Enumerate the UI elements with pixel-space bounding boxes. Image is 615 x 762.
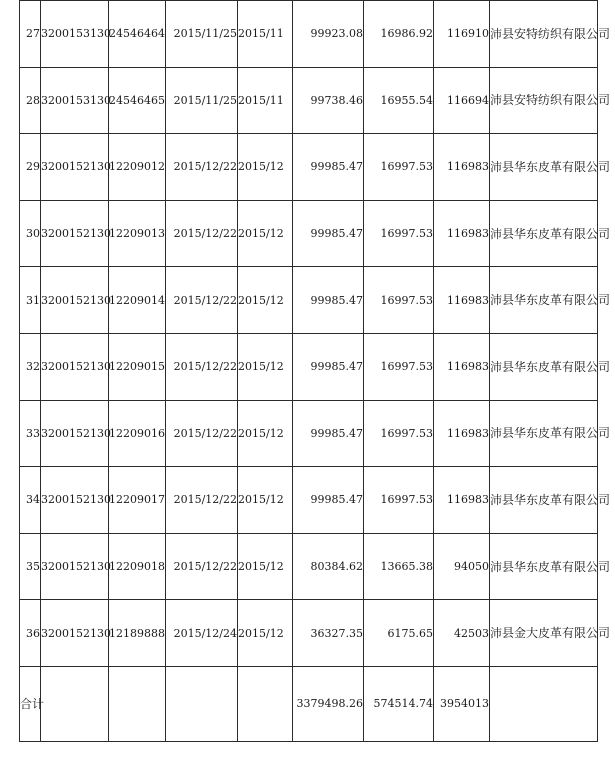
tax-amount: 16986.92	[364, 1, 434, 68]
invoice-code: 3200152130	[41, 134, 109, 201]
empty-cell	[109, 666, 166, 741]
invoice-date: 2015/12/22	[166, 333, 238, 400]
invoice-number: 12209016	[109, 400, 166, 467]
amount: 99985.47	[293, 200, 364, 267]
tax-amount: 16997.53	[364, 400, 434, 467]
tax-amount: 16997.53	[364, 467, 434, 534]
table-row	[20, 200, 598, 267]
total-amount: 94050	[434, 533, 490, 600]
tax-amount: 13665.38	[364, 533, 434, 600]
certification-period: 2015/11	[238, 67, 293, 134]
seller-name: 沛县华东皮革有限公司	[490, 533, 598, 600]
tax-amount: 16997.53	[364, 200, 434, 267]
total-amount: 116983	[434, 267, 490, 334]
amount: 99985.47	[293, 467, 364, 534]
table-row	[20, 533, 598, 600]
row-number: 28	[20, 67, 41, 134]
invoice-code: 3200152130	[41, 200, 109, 267]
total-amount: 116983	[434, 134, 490, 201]
row-number: 27	[20, 1, 41, 68]
tax-amount: 16955.54	[364, 67, 434, 134]
invoice-number: 12209013	[109, 200, 166, 267]
invoice-code: 3200152130	[41, 533, 109, 600]
table-row	[20, 1, 598, 68]
summary-total: 3954013	[434, 666, 490, 741]
invoice-date: 2015/12/22	[166, 267, 238, 334]
invoice-code: 3200152130	[41, 267, 109, 334]
amount: 80384.62	[293, 533, 364, 600]
empty-cell	[490, 666, 598, 741]
invoice-code: 3200152130	[41, 467, 109, 534]
empty-cell	[166, 666, 238, 741]
total-amount: 116910	[434, 1, 490, 68]
invoice-date: 2015/11/25	[166, 67, 238, 134]
seller-name: 沛县安特纺织有限公司	[490, 1, 598, 68]
certification-period: 2015/11	[238, 1, 293, 68]
tax-amount: 16997.53	[364, 134, 434, 201]
row-number: 32	[20, 333, 41, 400]
invoice-number: 24546465	[109, 67, 166, 134]
amount: 99923.08	[293, 1, 364, 68]
summary-amount: 3379498.26	[293, 666, 364, 741]
invoice-table	[19, 0, 611, 742]
table-row	[20, 67, 598, 134]
table-row	[20, 600, 598, 667]
empty-cell	[238, 666, 293, 741]
certification-period: 2015/12	[238, 267, 293, 334]
row-number: 29	[20, 134, 41, 201]
invoice-code: 3200152130	[41, 333, 109, 400]
table-row	[20, 333, 598, 400]
invoice-date: 2015/12/22	[166, 200, 238, 267]
tax-amount: 16997.53	[364, 267, 434, 334]
certification-period: 2015/12	[238, 600, 293, 667]
total-amount: 116983	[434, 400, 490, 467]
amount: 36327.35	[293, 600, 364, 667]
amount: 99985.47	[293, 267, 364, 334]
amount: 99738.46	[293, 67, 364, 134]
seller-name: 沛县华东皮革有限公司	[490, 467, 598, 534]
table-row	[20, 400, 598, 467]
summary-label: 合计	[20, 666, 41, 741]
amount: 99985.47	[293, 134, 364, 201]
empty-cell	[41, 666, 109, 741]
invoice-number: 12209014	[109, 267, 166, 334]
summary-row	[20, 666, 598, 741]
invoice-date: 2015/12/22	[166, 533, 238, 600]
certification-period: 2015/12	[238, 134, 293, 201]
invoice-number: 12209015	[109, 333, 166, 400]
invoice-date: 2015/12/24	[166, 600, 238, 667]
seller-name: 沛县华东皮革有限公司	[490, 134, 598, 201]
invoice-number: 24546464	[109, 1, 166, 68]
row-number: 31	[20, 267, 41, 334]
seller-name: 沛县安特纺织有限公司	[490, 67, 598, 134]
row-number: 35	[20, 533, 41, 600]
total-amount: 42503	[434, 600, 490, 667]
total-amount: 116694	[434, 67, 490, 134]
table-row	[20, 267, 598, 334]
certification-period: 2015/12	[238, 467, 293, 534]
seller-name: 沛县华东皮革有限公司	[490, 200, 598, 267]
total-amount: 116983	[434, 467, 490, 534]
row-number: 34	[20, 467, 41, 534]
table-row	[20, 134, 598, 201]
invoice-number: 12209012	[109, 134, 166, 201]
summary-tax: 574514.74	[364, 666, 434, 741]
total-amount: 116983	[434, 333, 490, 400]
row-number: 30	[20, 200, 41, 267]
invoice-number: 12209017	[109, 467, 166, 534]
certification-period: 2015/12	[238, 200, 293, 267]
invoice-number: 12189888	[109, 600, 166, 667]
seller-name: 沛县华东皮革有限公司	[490, 400, 598, 467]
seller-name: 沛县金大皮革有限公司	[490, 600, 598, 667]
invoice-code: 3200153130	[41, 67, 109, 134]
amount: 99985.47	[293, 333, 364, 400]
seller-name: 沛县华东皮革有限公司	[490, 333, 598, 400]
invoice-date: 2015/12/22	[166, 134, 238, 201]
invoice-date: 2015/12/22	[166, 467, 238, 534]
invoice-code: 3200152130	[41, 600, 109, 667]
certification-period: 2015/12	[238, 400, 293, 467]
seller-name: 沛县华东皮革有限公司	[490, 267, 598, 334]
tax-amount: 6175.65	[364, 600, 434, 667]
total-amount: 116983	[434, 200, 490, 267]
amount: 99985.47	[293, 400, 364, 467]
row-number: 33	[20, 400, 41, 467]
invoice-date: 2015/12/22	[166, 400, 238, 467]
table-row	[20, 467, 598, 534]
row-number: 36	[20, 600, 41, 667]
certification-period: 2015/12	[238, 533, 293, 600]
invoice-table-body	[20, 1, 611, 742]
invoice-date: 2015/11/25	[166, 1, 238, 68]
invoice-number: 12209018	[109, 533, 166, 600]
invoice-code: 3200153130	[41, 1, 109, 68]
invoice-code: 3200152130	[41, 400, 109, 467]
certification-period: 2015/12	[238, 333, 293, 400]
tax-amount: 16997.53	[364, 333, 434, 400]
